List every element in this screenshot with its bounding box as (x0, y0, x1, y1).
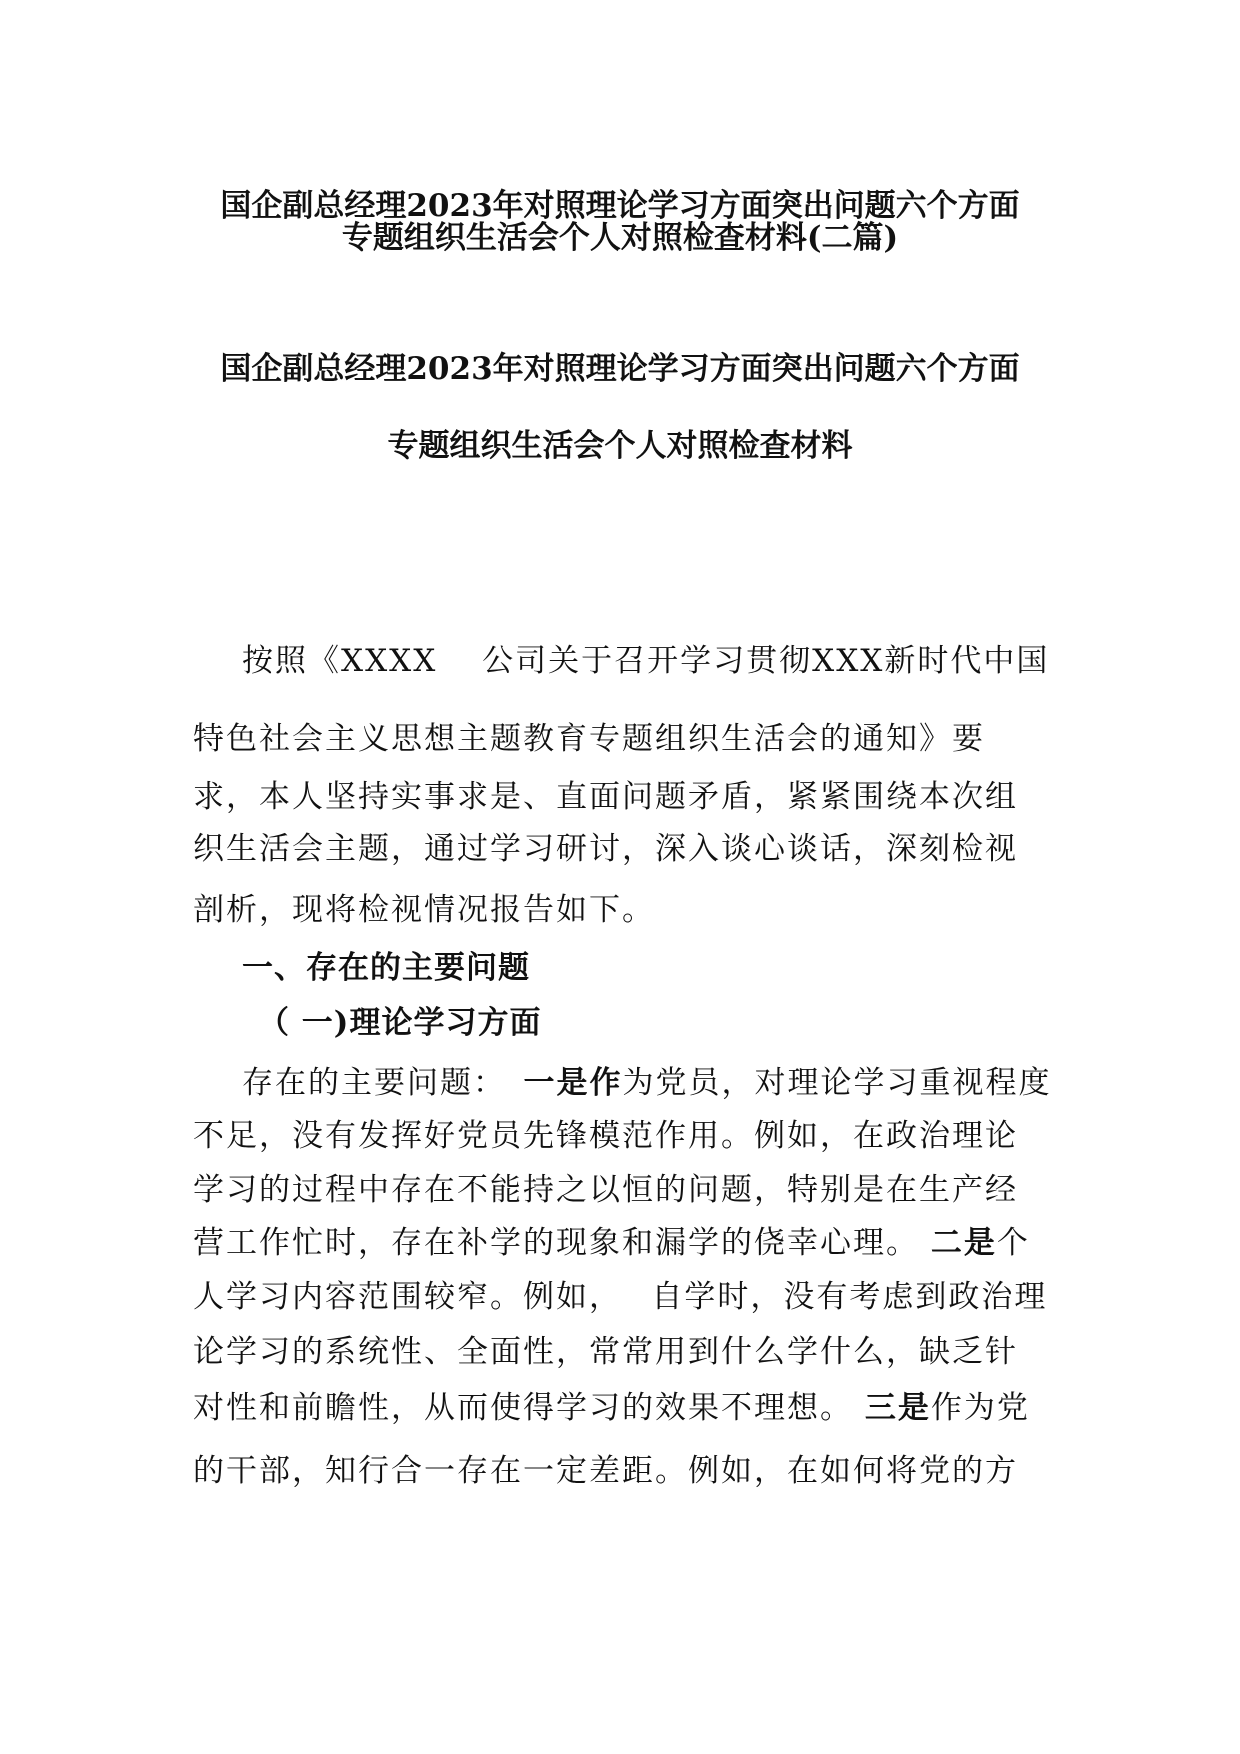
body-line-4 (193, 1217, 1030, 1262)
body-text: 为党员，对理论学习重视程度 (622, 1065, 1052, 1101)
emphasis-second: 二是 (930, 1225, 997, 1261)
body-text: 营工作忙时，存在补学的现象和漏学的侥幸心理。 (193, 1225, 931, 1261)
subtitle-line-1: 国企副总经理2023年对照理论学习方面突出问题六个方面 (220, 351, 1020, 387)
main-title-line-1: 国企副总经理2023年对照理论学习方面突出问题六个方面 (220, 188, 1020, 224)
emphasis-first: 一是作 (523, 1065, 623, 1101)
intro-line-3: 求，本人坚持实事求是、直面问题矛盾，紧紧围绕本次组 (193, 779, 1018, 815)
body-line-1 (242, 1057, 1052, 1102)
body-text: 作为党 (930, 1390, 1030, 1426)
emphasis-third: 三是 (864, 1390, 931, 1426)
intro-line-1: 按照《XXXX 公司关于召开学习贯彻XXX新时代中国 (242, 643, 1050, 679)
intro-line-4: 织生活会主题，通过学习研讨，深入谈心谈话，深刻检视 (193, 831, 1018, 867)
body-line-5: 人学习内容范围较窄。例如， 自学时，没有考虑到政治理 (193, 1279, 1048, 1315)
subsection-heading: （ 一)理论学习方面 (258, 1005, 542, 1041)
subtitle-line-2: 专题组织生活会个人对照检查材料 (387, 428, 853, 464)
intro-line-5: 剖析，现将检视情况报告如下。 (193, 892, 655, 928)
main-title-line-2: 专题组织生活会个人对照检查材料(二篇) (341, 220, 899, 256)
body-text: 存在的主要问题： (242, 1065, 524, 1101)
section-heading: 一、存在的主要问题 (242, 950, 530, 986)
body-line-6: 论学习的系统性、全面性，常常用到什么学什么，缺乏针 (193, 1334, 1018, 1370)
body-text: 对性和前瞻性，从而使得学习的效果不理想。 (193, 1390, 865, 1426)
intro-line-2: 特色社会主义思想主题教育专题组织生活会的通知》要 (193, 721, 985, 757)
body-text: 个 (996, 1225, 1030, 1261)
body-line-3: 学习的过程中存在不能持之以恒的问题，特别是在生产经 (193, 1172, 1018, 1208)
body-line-7 (193, 1382, 1030, 1427)
body-line-2: 不足，没有发挥好党员先锋模范作用。例如，在政治理论 (193, 1118, 1018, 1154)
body-line-8: 的干部，知行合一存在一定差距。例如，在如何将党的方 (193, 1453, 1018, 1489)
